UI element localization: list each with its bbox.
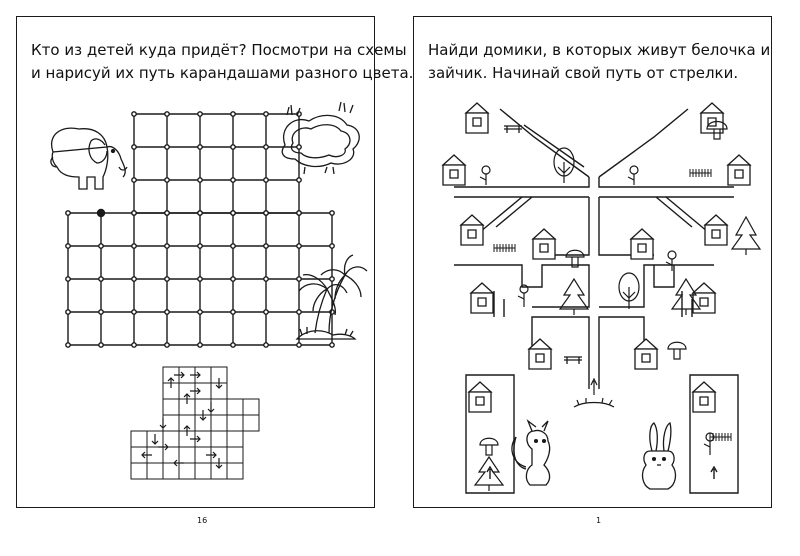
arrow-up-icon bbox=[574, 379, 614, 407]
left-illustration bbox=[17, 17, 414, 509]
flower-icon bbox=[480, 166, 714, 455]
fir-tree-icon bbox=[475, 217, 760, 491]
right-page bbox=[413, 16, 772, 508]
tree-icon bbox=[554, 148, 639, 309]
right-illustration bbox=[414, 17, 773, 509]
right-task-line-1: Найди домики, в которых живут белочка и bbox=[428, 41, 771, 59]
left-task-line-2: и нарисуй их путь карандашами разного цвета. bbox=[31, 64, 414, 82]
road-network bbox=[454, 109, 734, 389]
left-page-number: 16 bbox=[197, 516, 208, 525]
bunny-icon bbox=[643, 423, 676, 489]
arrow-scheme bbox=[131, 367, 259, 479]
pond-icon bbox=[282, 102, 359, 174]
left-page bbox=[16, 16, 414, 508]
squirrel-icon bbox=[512, 421, 550, 485]
left-task-line-1: Кто из детей куда придёт? Посмотри на схемы bbox=[31, 41, 407, 59]
right-task-line-2: зайчик. Начинай свой путь от стрелки. bbox=[428, 64, 739, 82]
right-page-number: 1 bbox=[596, 516, 602, 525]
house-icon bbox=[443, 103, 750, 412]
elephant-icon bbox=[51, 128, 127, 189]
